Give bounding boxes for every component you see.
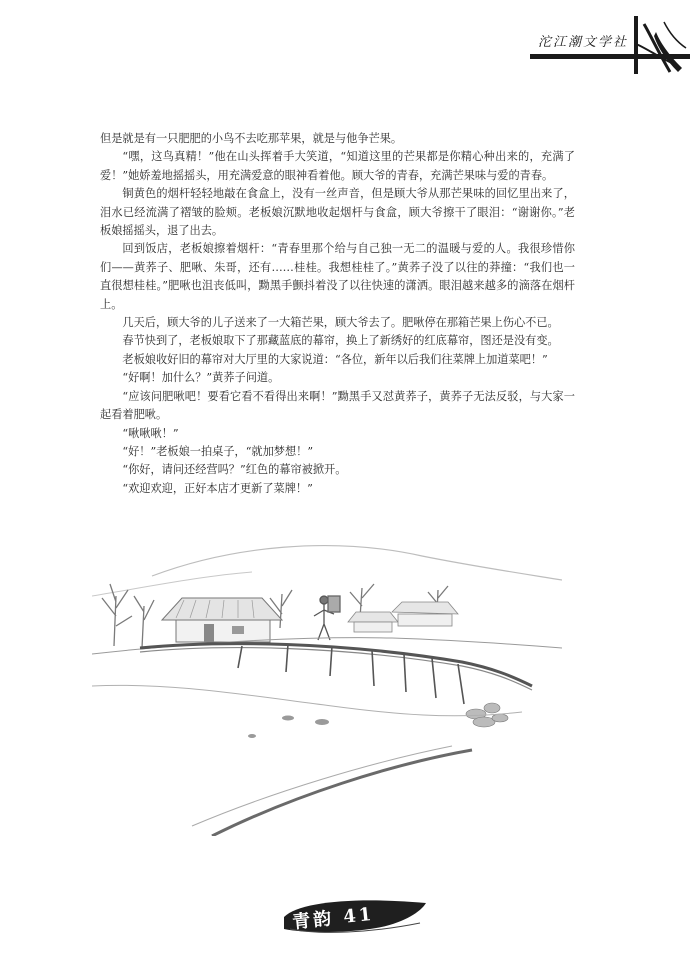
- paragraph: “啾啾啾！”: [122, 426, 179, 440]
- paragraph: “嘿，这鸟真精！”他在山头挥着手大笑道，“知道这里的芒果都是你精心种出来的，充满了爱！”她娇羞地摇摇头，用充满爱意的眼神看着他。顾大爷的青春，充满芒果味与爱的青春。: [100, 150, 575, 182]
- paragraph: 铜黄色的烟杆轻轻地敲在食盒上，没有一丝声音，但是顾大爷从那芒果味的回忆里出来了，泪水已经流满了褶皱的脸颊。老板娘沉默地收起烟杆与食盒，顾大爷擦干了眼泪：“谢谢你。”老板娘摇摇头，退了出去。: [100, 187, 575, 238]
- article-body: [100, 130, 575, 498]
- paragraph: 但是就是有一只肥肥的小鸟不去吃那苹果，就是与他争芒果。: [100, 132, 403, 145]
- paragraph: 春节快到了，老板娘取下了那藏蓝底的幕帘，换上了新绣好的红底幕帘，图还是没有变。: [122, 334, 559, 348]
- paragraph: “好啊！加什么？”黄荞子问道。: [122, 371, 280, 385]
- paragraph: “应该问肥啾吧！要看它看不看得出来啊！”黝黑手又怼黄荞子，黄荞子无法反驳，与大家一起看着肥啾。: [100, 389, 575, 422]
- paragraph: 老板娘收好旧的幕帘对大厅里的大家说道：“各位，新年以后我们往菜牌上加道菜吧！”: [122, 352, 548, 366]
- paragraph: “你好，请问还经营吗？”红色的幕帘被掀开。: [122, 463, 347, 477]
- paragraph: 几天后，顾大爷的儿子送来了一大箱芒果，顾大爷去了。肥啾停在那箱芒果上伤心不已。: [122, 316, 559, 330]
- page-label: 青韵 41: [291, 903, 376, 934]
- paragraph: “欢迎欢迎，正好本店才更新了菜牌！”: [122, 481, 313, 495]
- village-landscape-illustration: [92, 536, 562, 836]
- paragraph: 回到饭店，老板娘擦着烟杆：“青春里那个给与自己独一无二的温暖与爱的人。我很珍惜你们——黄荞子、肥啾、朱哥，还有……桂桂。我想桂桂了。”黄荞子没了以往的莽撞：“我们也一直很想桂桂。”肥啾也沮丧低叫，黝黑手颤抖着没了以往快速的潇洒。眼泪越来越多的滴落在烟杆上。: [100, 242, 575, 311]
- magazine-title: 沱江潮文学社: [538, 35, 629, 50]
- brush-logo-icon: [616, 14, 690, 76]
- paragraph: “好！”老板娘一拍桌子，“就加梦想！”: [122, 444, 314, 458]
- magazine-header: [520, 14, 690, 76]
